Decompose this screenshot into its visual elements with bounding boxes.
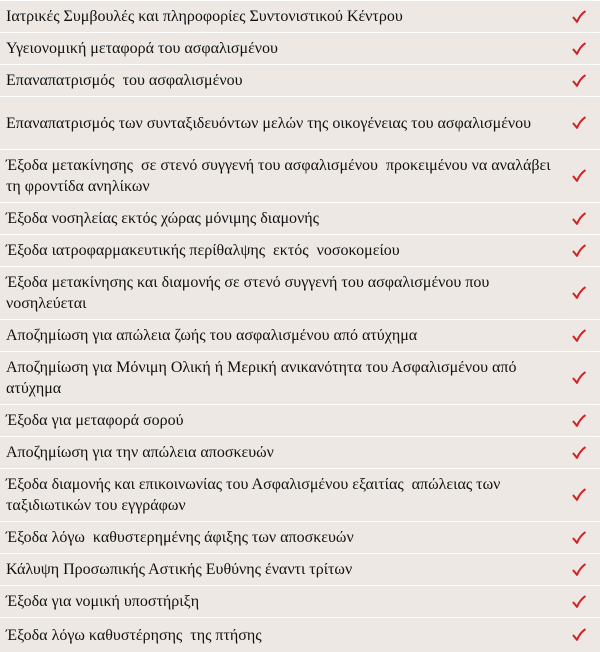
checkmark-icon — [572, 244, 586, 258]
list-item — [0, 97, 600, 150]
coverage-label: Υγειονομική μεταφορά του ασφαλισμένου — [6, 40, 278, 57]
coverage-label: Έξοδα διαμονής και επικοινωνίας του Ασφαλισμένου εξαιτίας απώλειας των ταξιδιωτικών του εγγράφων — [6, 476, 509, 514]
list-item — [0, 405, 600, 437]
checkmark-icon — [572, 488, 586, 502]
list-item — [0, 235, 600, 267]
checkmark-icon — [572, 329, 586, 343]
checkmark-icon — [572, 286, 586, 300]
coverage-label: Έξοδα για μεταφορά σορού — [6, 412, 184, 429]
list-item — [0, 65, 600, 97]
list-item — [0, 150, 600, 203]
coverage-label: Έξοδα λόγω καθυστέρησης της πτήσης — [6, 626, 262, 644]
checkmark-icon — [572, 446, 586, 460]
checkmark-icon — [572, 212, 586, 226]
coverage-label: Αποζημίωση για απώλεια ζωής του ασφαλισμένου από ατύχημα — [6, 327, 418, 344]
coverage-label: Έξοδα λόγω καθυστερημένης άφιξης των αποσκευών — [6, 529, 354, 546]
coverage-label: Επαναπατρισμός του ασφαλισμένου — [6, 72, 243, 89]
coverage-label: Ιατρικές Συμβουλές και πληροφορίες Συντονιστικού Κέντρου — [6, 8, 403, 25]
coverage-label: Έξοδα μετακίνησης και διαμονής σε στενό συγγενή του ασφαλισμένου που νοσηλεύεται — [6, 274, 494, 312]
list-item — [0, 352, 600, 405]
checkmark-icon — [572, 169, 586, 183]
coverage-label: Έξοδα για νομική υποστήριξη — [6, 593, 200, 610]
checkmark-icon — [572, 414, 586, 428]
list-item — [0, 522, 600, 554]
checkmark-icon — [572, 563, 586, 577]
coverage-label: Έξοδα μετακίνησης σε στενό συγγενή του ασφαλισμένου προκειμένου να αναλάβει τη φροντίδα ανηλίκων — [6, 157, 555, 195]
list-item — [0, 586, 600, 618]
checkmark-icon — [572, 74, 586, 88]
checkmark-icon — [572, 628, 586, 642]
coverage-label: Έξοδα νοσηλείας εκτός χώρας μόνιμης διαμονής — [6, 210, 319, 227]
list-item — [0, 33, 600, 65]
coverage-label: Επαναπατρισμός των συνταξιδευόντων μελών της οικογένειας του ασφαλισμένου — [6, 114, 532, 132]
checkmark-icon — [572, 531, 586, 545]
coverage-label: Έξοδα ιατροφαρμακευτικής περίθαλψης εκτός νοσοκομείου — [6, 242, 400, 259]
list-item — [0, 320, 600, 352]
list-item — [0, 469, 600, 522]
checkmark-icon — [572, 371, 586, 385]
checkmark-icon — [572, 10, 586, 24]
list-item — [0, 267, 600, 320]
checkmark-icon — [572, 595, 586, 609]
checkmark-icon — [572, 42, 586, 56]
list-item — [0, 618, 600, 652]
coverage-label: Αποζημίωση για Μόνιμη Ολική ή Μερική ανικανότητα του Ασφαλισμένου από ατύχημα — [6, 359, 521, 397]
list-item — [0, 437, 600, 469]
list-item — [0, 1, 600, 33]
list-item — [0, 203, 600, 235]
coverage-label: Αποζημίωση για την απώλεια αποσκευών — [6, 444, 274, 461]
coverage-label: Κάλυψη Προσωπικής Αστικής Ευθύνης έναντι τρίτων — [6, 561, 353, 578]
checkmark-icon — [572, 116, 586, 130]
list-item — [0, 554, 600, 586]
